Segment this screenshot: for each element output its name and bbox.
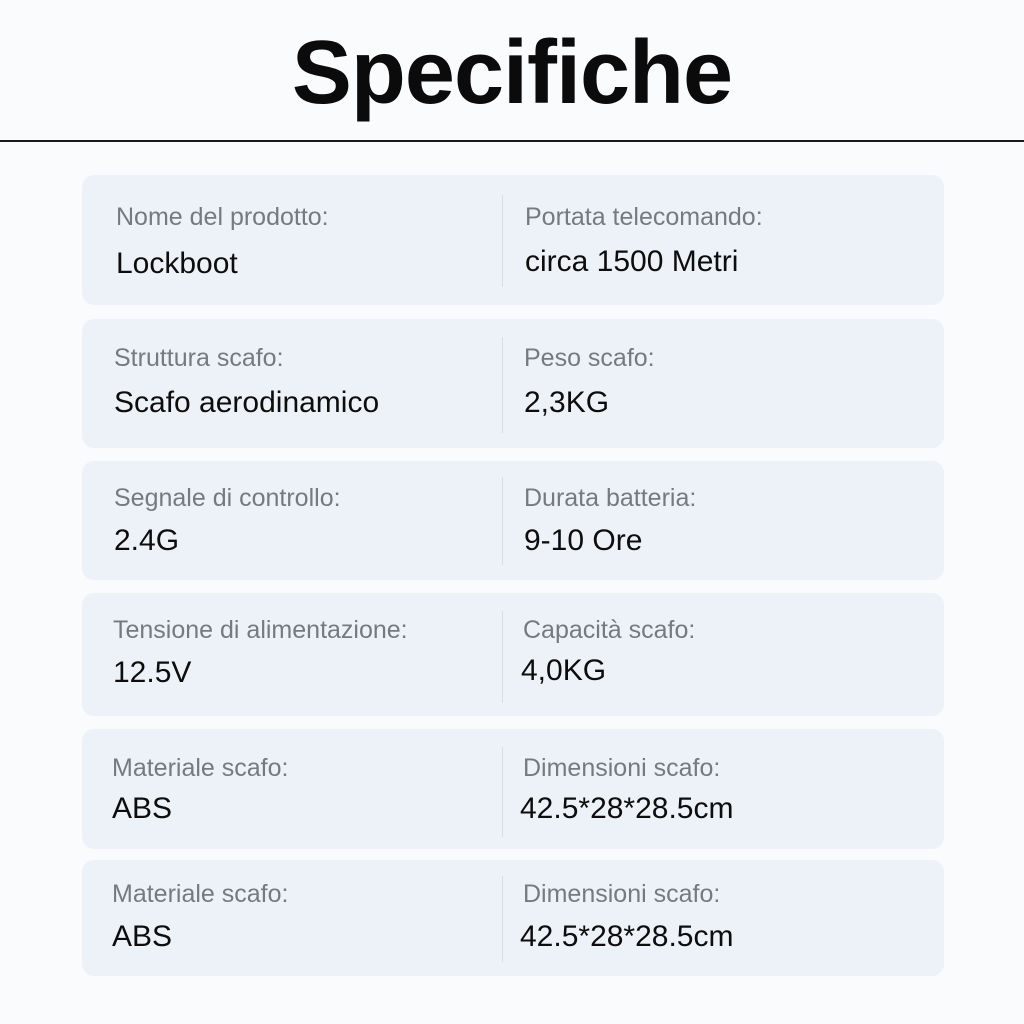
spec-label: Nome del prodotto: [116,203,329,231]
spec-value: 2.4G [114,524,180,557]
spec-label: Materiale scafo: [112,880,289,908]
spec-value: Lockboot [116,247,238,280]
spec-label: Portata telecomando: [525,203,763,231]
spec-label: Peso scafo: [524,344,655,372]
spec-value: ABS [112,792,173,825]
spec-value: 42.5*28*28.5cm [520,920,734,953]
column-divider [502,611,503,703]
spec-label: Durata batteria: [524,484,697,512]
spec-row [82,729,944,849]
column-divider [502,477,503,565]
spec-label: Dimensioni scafo: [523,880,721,908]
spec-label: Capacità scafo: [523,616,696,644]
spec-value: 2,3KG [524,386,610,419]
spec-value: 9-10 Ore [524,524,643,557]
spec-value: 12.5V [113,656,192,689]
title-divider [0,140,1024,142]
spec-label: Struttura scafo: [114,344,284,372]
spec-value: Scafo aerodinamico [114,386,380,419]
column-divider [502,876,503,962]
spec-label: Tensione di alimentazione: [113,616,408,644]
spec-label: Materiale scafo: [112,754,289,782]
spec-row [82,593,944,716]
spec-row [82,461,944,580]
spec-label: Segnale di controllo: [114,484,341,512]
column-divider [502,195,503,287]
spec-value: circa 1500 Metri [525,245,739,278]
column-divider [502,337,503,433]
spec-row [82,319,944,448]
spec-row [82,860,944,976]
spec-label: Dimensioni scafo: [523,754,721,782]
spec-value: 4,0KG [521,654,607,687]
spec-row [82,175,944,305]
column-divider [502,747,503,837]
spec-value: ABS [112,920,173,953]
page-title: Specifiche [291,23,733,123]
spec-value: 42.5*28*28.5cm [520,792,734,825]
